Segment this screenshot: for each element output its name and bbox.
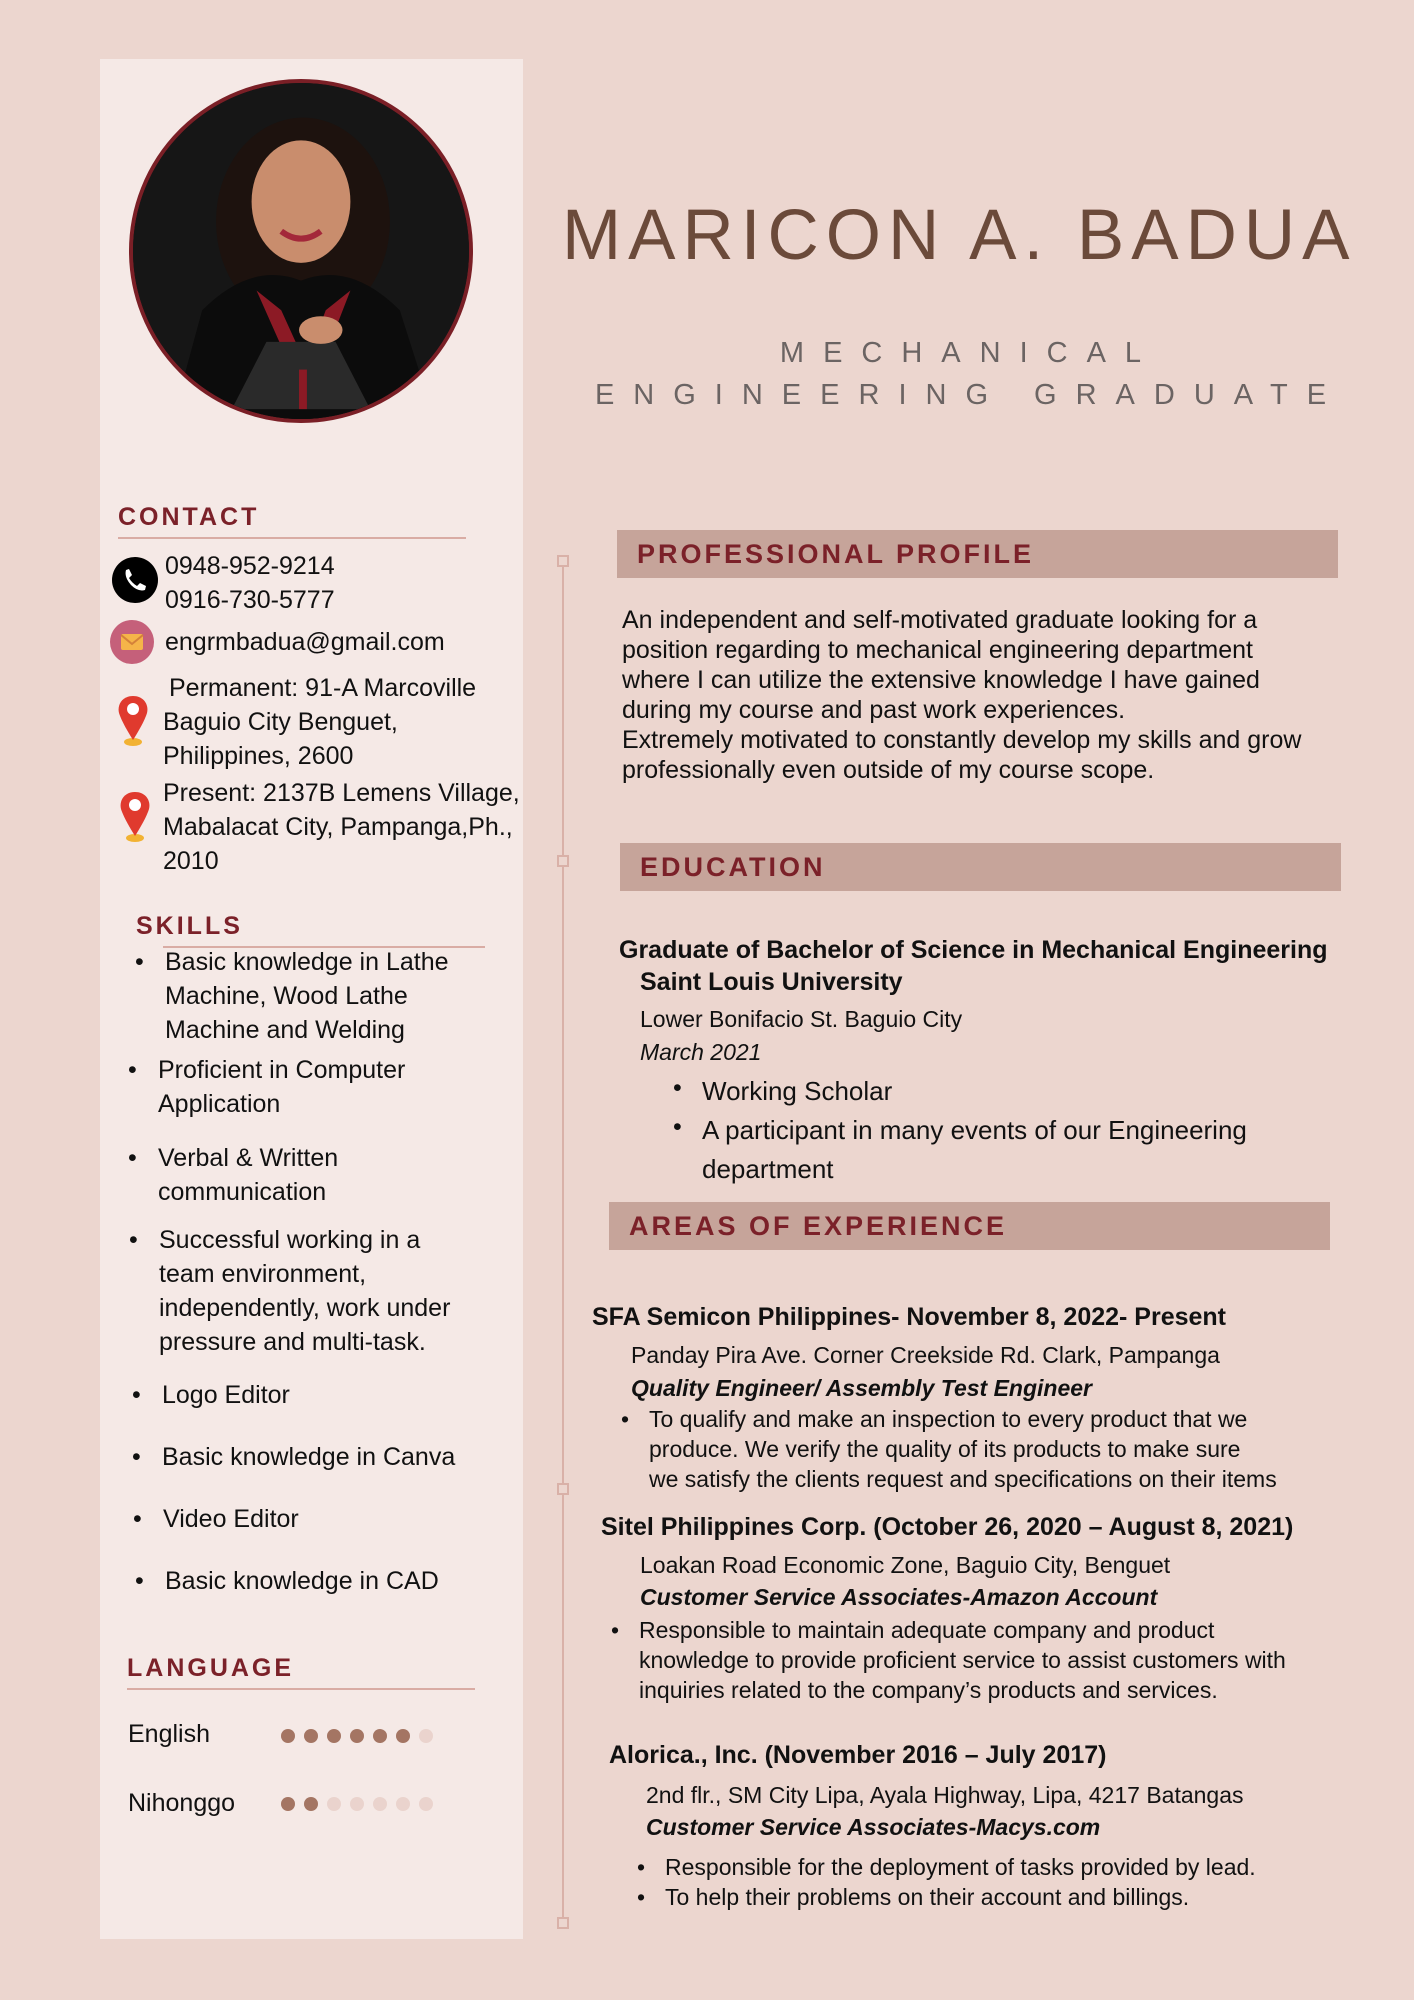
education-bullet-continued: department (702, 1154, 834, 1184)
profile-line: position regarding to mechanical engineering department (622, 636, 1253, 664)
language-level-dot (304, 1729, 318, 1743)
job-bullet-dot: • (621, 1406, 630, 1432)
profile-text (622, 605, 1342, 785)
job-bullet-dot: • (637, 1854, 646, 1880)
education-heading: EDUCATION (640, 852, 826, 882)
job-title: Sitel Philippines Corp. (October 26, 2020 – August 8, 2021) (601, 1513, 1294, 1541)
skill-item-line: team environment, (159, 1260, 367, 1288)
job-title: Alorica., Inc. (November 2016 – July 2017) (609, 1741, 1107, 1769)
language-level-dot (373, 1729, 387, 1743)
present-address-line-2: Mabalacat City, Pampanga,Ph., (163, 813, 513, 841)
skill-item-line: Machine, Wood Lathe (165, 982, 408, 1010)
job-bullet-line: To qualify and make an inspection to every product that we (649, 1406, 1248, 1432)
contact-divider (118, 537, 466, 539)
profile-heading: PROFESSIONAL PROFILE (637, 539, 1035, 569)
language-row-nihonggo (128, 1789, 235, 1818)
phone-icon (112, 557, 158, 603)
language-level-dot (304, 1797, 318, 1811)
location-pin-icon (118, 790, 152, 844)
timeline-node (557, 1917, 569, 1929)
language-level-dot (350, 1729, 364, 1743)
location-pin-icon (116, 694, 150, 748)
profile-line: Extremely motivated to constantly develop my skills and grow (622, 726, 1302, 754)
job-role: Customer Service Associates-Amazon Account (640, 1584, 1158, 1610)
language-row-english (128, 1720, 210, 1749)
language-heading: LANGUAGE (127, 1654, 295, 1682)
job-address: 2nd flr., SM City Lipa, Ayala Highway, Lipa, 4217 Batangas (646, 1782, 1244, 1808)
timeline-node (557, 855, 569, 867)
skill-item-line: Logo Editor (162, 1381, 290, 1409)
education-degree: Graduate of Bachelor of Science in Mechanical Engineering (619, 936, 1328, 964)
profile-photo (129, 79, 473, 423)
timeline-line (562, 560, 564, 1922)
phone-1[interactable]: 0948-952-9214 (165, 552, 335, 580)
contact-heading: CONTACT (118, 503, 260, 531)
phone-2[interactable]: 0916-730-5777 (165, 586, 335, 614)
skill-item-line: communication (158, 1178, 327, 1206)
profile-line: professionally even outside of my course scope. (622, 756, 1155, 784)
email-address[interactable]: engrmbadua@gmail.com (165, 628, 445, 656)
language-level-dot (281, 1797, 295, 1811)
experience-heading: AREAS OF EXPERIENCE (629, 1211, 1008, 1241)
education-school: Saint Louis University (640, 968, 903, 996)
skill-bullet-dot: • (129, 1226, 138, 1254)
timeline-node (557, 1483, 569, 1495)
profile-line: An independent and self-motivated graduate looking for a (622, 606, 1258, 634)
language-level-dot (373, 1797, 387, 1811)
education-heading-bar (620, 843, 1341, 891)
timeline-node (557, 555, 569, 567)
language-level-dot (396, 1729, 410, 1743)
skill-item-line: Successful working in a (159, 1226, 421, 1254)
education-bullet-dot: • (673, 1113, 682, 1141)
job-bullet-line: we satisfy the clients request and specifications on their items (649, 1466, 1277, 1492)
candidate-name: MARICON A. BADUA (562, 196, 1357, 275)
education-address: Lower Bonifacio St. Baguio City (640, 1006, 963, 1032)
skill-bullet-dot: • (128, 1144, 137, 1172)
skill-bullet-dot: • (132, 1381, 141, 1409)
profile-line: during my course and past work experiences. (622, 696, 1126, 724)
skill-item-line: Basic knowledge in CAD (165, 1567, 439, 1595)
profile-heading-bar (617, 530, 1338, 578)
job-bullet-line: knowledge to provide proficient service to assist customers with (639, 1647, 1286, 1673)
education-date: March 2021 (640, 1039, 762, 1065)
job-role: Quality Engineer/ Assembly Test Engineer (631, 1375, 1092, 1401)
skill-item-line: Basic knowledge in Canva (162, 1443, 456, 1471)
language-level-dot (281, 1729, 295, 1743)
skill-item-line: Video Editor (163, 1505, 299, 1533)
skill-bullet-dot: • (133, 1505, 142, 1533)
job-title-line-1: MECHANICAL (779, 337, 1161, 369)
skill-item-line: Verbal & Written (158, 1144, 339, 1172)
education-bullet: Working Scholar (702, 1076, 893, 1106)
permanent-address-line-1: Permanent: 91-A Marcoville (169, 674, 477, 702)
education-bullet-dot: • (673, 1074, 682, 1102)
permanent-address-line-3: Philippines, 2600 (163, 742, 354, 770)
portrait-image (133, 83, 469, 419)
job-title: SFA Semicon Philippines- November 8, 2022- Present (592, 1303, 1227, 1331)
profile-line: where I can utilize the extensive knowledge I have gained (622, 666, 1260, 694)
present-address-line-1: Present: 2137B Lemens Village, (163, 779, 520, 807)
skill-item-line: Proficient in Computer (158, 1056, 406, 1084)
language-name: Nihonggo (128, 1789, 236, 1817)
job-bullet (639, 1615, 1359, 1705)
job-title-line-2: ENGINEERING GRADUATE (594, 379, 1346, 411)
language-level-dot (396, 1797, 410, 1811)
skill-item-line: Machine and Welding (165, 1016, 405, 1044)
language-level-english (281, 1729, 433, 1743)
language-level-dot (419, 1729, 433, 1743)
job-bullet (649, 1404, 1349, 1494)
skill-bullet-dot: • (135, 948, 144, 976)
job-bullet: Responsible for the deployment of tasks provided by lead. (665, 1854, 1256, 1880)
job-bullet-dot: • (637, 1884, 646, 1910)
skill-item-line: Basic knowledge in Lathe (165, 948, 449, 976)
present-address-line-3: 2010 (163, 847, 219, 875)
job-bullet-dot: • (611, 1617, 620, 1643)
language-level-dot (327, 1729, 341, 1743)
skill-item-line: independently, work under (159, 1294, 451, 1322)
job-address: Loakan Road Economic Zone, Baguio City, Benguet (640, 1552, 1171, 1578)
job-address: Panday Pira Ave. Corner Creekside Rd. Clark, Pampanga (631, 1342, 1220, 1368)
skill-bullet-dot: • (128, 1056, 137, 1084)
job-role: Customer Service Associates-Macys.com (646, 1814, 1101, 1840)
language-level-dot (327, 1797, 341, 1811)
language-level-nihonggo (281, 1797, 433, 1811)
skills-heading: SKILLS (136, 912, 243, 940)
skill-item-line: Application (158, 1090, 281, 1118)
language-level-dot (350, 1797, 364, 1811)
job-bullet-line: inquiries related to the company’s products and services. (639, 1677, 1218, 1703)
education-bullet: A participant in many events of our Engineering (702, 1115, 1247, 1145)
experience-heading-bar (609, 1202, 1330, 1250)
skill-item-line: pressure and multi-task. (159, 1328, 426, 1356)
permanent-address-line-2: Baguio City Benguet, (163, 708, 398, 736)
job-bullet-line: produce. We verify the quality of its products to make sure (649, 1436, 1241, 1462)
skill-bullet-dot: • (135, 1567, 144, 1595)
job-bullet: To help their problems on their account and billings. (665, 1884, 1190, 1910)
skill-bullet-dot: • (132, 1443, 141, 1471)
email-icon (110, 620, 154, 664)
language-level-dot (419, 1797, 433, 1811)
language-name: English (128, 1720, 210, 1748)
job-bullet-line: Responsible to maintain adequate company and product (639, 1617, 1215, 1643)
job-title (560, 332, 1380, 416)
language-divider (127, 1688, 475, 1690)
